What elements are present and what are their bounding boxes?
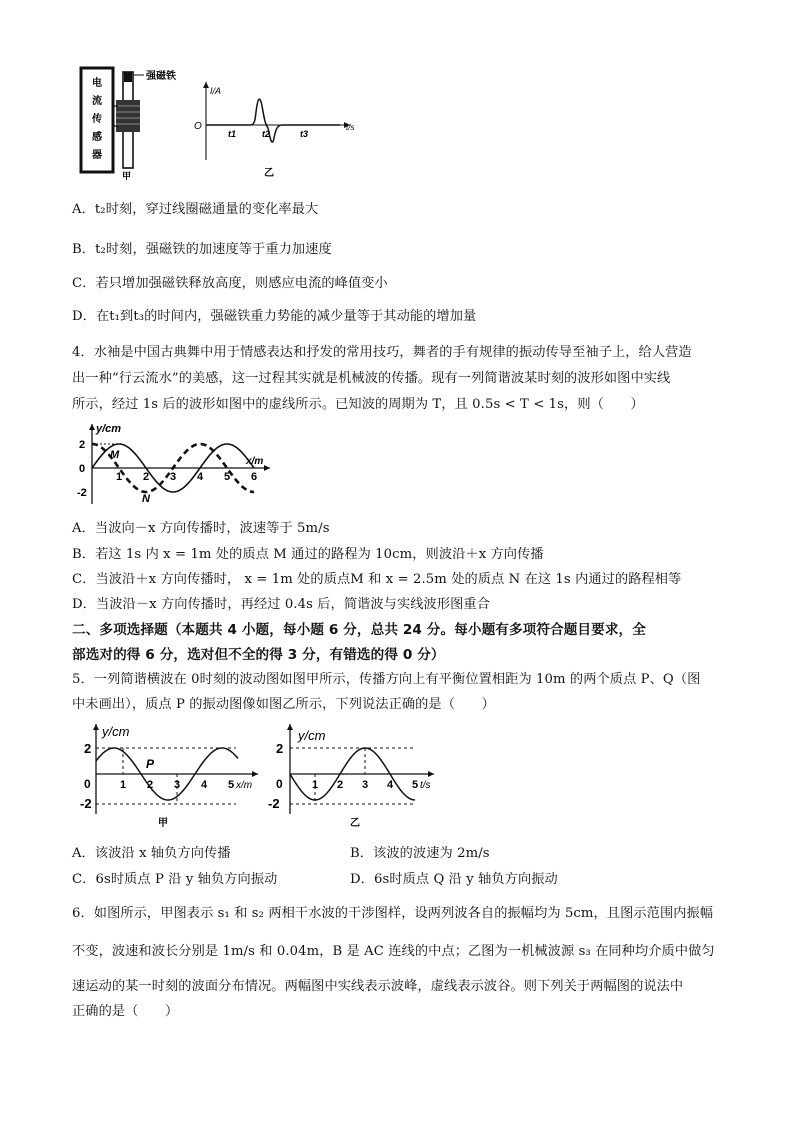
figure-q5-vibration-graph <box>264 718 440 830</box>
tick-label: 6 <box>251 471 258 483</box>
q4-point-n: N <box>142 493 150 505</box>
q5b-y-label: y/cm <box>298 728 326 743</box>
q3-option-d: D．在t₁到t₃的时间内，强磁铁重力势能的减少量等于其动能的增加量 <box>72 309 477 324</box>
figure-magnet-coil <box>78 62 368 182</box>
sensor-label-2: 流 <box>92 96 102 107</box>
current-curve <box>206 99 340 142</box>
apparatus-caption: 甲 <box>122 171 132 181</box>
graph-caption: 乙 <box>264 168 274 179</box>
q4-option-a: A．当波向－x 方向传播时，波速等于 5m/s <box>72 521 330 536</box>
q4-y-neg: -2 <box>77 487 87 499</box>
i-axis-label: I/A <box>210 86 222 96</box>
q5b-caption: 乙 <box>350 818 360 829</box>
coil <box>116 100 140 132</box>
q3-option-a: A．t₂时刻，穿过线圈磁通量的变化率最大 <box>72 202 319 217</box>
q6-stem-line1: 6．如图所示，甲图表示 s₁ 和 s₂ 两相干水波的干涉图样，设两列波各自的振幅均为 5cm，且图示范围内振幅 <box>72 906 714 921</box>
q3-option-b: B．t₂时刻，强磁铁的加速度等于重力加速度 <box>72 242 332 257</box>
tick-label: 5 <box>224 471 231 483</box>
q4-x-label: x/m <box>246 456 264 467</box>
tick-label: 3 <box>174 779 181 791</box>
q4-option-d: D．当波沿－x 方向传播时，再经过 0.4s 后，简谐波与实线波形图重合 <box>72 597 490 612</box>
q4-option-b: B．若这 1s 内 x = 1m 处的质点 M 通过的路程为 10cm，则波沿＋x 方向传播 <box>72 547 544 562</box>
q5b-y-neg: -2 <box>268 796 280 811</box>
q4-y-zero: 0 <box>79 463 86 475</box>
q5a-y-zero: 0 <box>84 777 91 791</box>
q6-stem-line2: 不变，波速和波长分别是 1m/s 和 0.04m，B 是 AC 连线的中点；乙图为一机械波源 s₃ 在同种均介质中做匀 <box>72 944 715 959</box>
q5a-point-p: P <box>146 757 155 771</box>
q4-option-c: C．当波沿＋x 方向传播时， x = 1m 处的质点M 和 x = 2.5m 处的质点 N 在这 1s 内通过的路程相等 <box>72 572 682 587</box>
q6-stem-line4: 正确的是（ ） <box>72 1004 179 1019</box>
sensor-label-5: 器 <box>92 150 102 161</box>
q6-stem-line3: 速运动的某一时刻的波面分布情况。两幅图中实线表示波峰，虚线表示波谷。则下列关于两幅图的说法中 <box>72 979 684 994</box>
origin-label: O <box>194 121 202 132</box>
t3-label: t3 <box>300 129 309 139</box>
tick-label: 2 <box>147 779 154 791</box>
q5b-x-label: t/s <box>420 780 431 791</box>
sensor-label-4: 感 <box>92 132 102 143</box>
q4-stem-line1: 4．水袖是中国古典舞中用于情感表达和抒发的常用技巧，舞者的手有规律的振动传导至袖子上，给人营造 <box>72 345 692 360</box>
tick-label: 3 <box>170 471 177 483</box>
magnet <box>124 72 132 82</box>
q4-stem-line3: 所示，经过 1s 后的波形如图中的虚线所示。已知波的周期为 T，且 0.5s < T < 1s，则（ ） <box>72 397 644 412</box>
tick-label: 2 <box>337 779 344 791</box>
q5a-y-label: y/cm <box>102 724 130 739</box>
tick-label: 1 <box>120 779 127 791</box>
t-axis-label: t/s <box>346 123 355 132</box>
figure-q4-waveform <box>74 418 274 510</box>
tick-label: 2 <box>143 471 150 483</box>
section2-heading-line1: 二、多项选择题（本题共 4 小题，每小题 6 分，总共 24 分。每小题有多项符合题目要求，全 <box>72 622 646 638</box>
tick-label: 4 <box>201 779 208 791</box>
tick-label: 1 <box>116 471 123 483</box>
figure-q5-wave-graph <box>76 718 262 830</box>
q3-option-c: C．若只增加强磁铁释放高度，则感应电流的峰值变小 <box>72 276 388 291</box>
q4-point-m: M <box>110 449 120 461</box>
q4-y-label: y/cm <box>96 423 122 435</box>
t1-label: t1 <box>228 129 237 139</box>
q4-stem-line2: 出一种“行云流水”的美感，这一过程其实就是机械波的传播。现有一列简谐波某时刻的波形如图中实线 <box>72 371 671 386</box>
q4-y-pos: 2 <box>79 439 86 451</box>
q5b-y-pos: 2 <box>276 741 284 756</box>
magnet-label: 强磁铁 <box>146 71 176 82</box>
tick-label: 5 <box>412 779 419 791</box>
sensor-label-3: 传 <box>92 114 102 125</box>
q5-option-b: B．该波的波速为 2m/s <box>350 846 490 861</box>
tick-label: 5 <box>228 779 235 791</box>
q5-option-c: C．6s时质点 P 沿 y 轴负方向振动 <box>72 872 278 887</box>
tick-label: 3 <box>362 779 369 791</box>
tick-label: 4 <box>197 471 204 483</box>
section2-heading-line2: 部选对的得 6 分，选对但不全的得 3 分，有错选的得 0 分） <box>72 647 445 663</box>
q5a-x-label: x/m <box>236 780 253 791</box>
q5-option-a: A．该波沿 x 轴负方向传播 <box>72 846 231 861</box>
q5-stem-line2: 中未画出），质点 P 的振动图像如图乙所示，下列说法正确的是（ ） <box>72 697 495 712</box>
q5-stem-line1: 5．一列简谐横波在 0时刻的波动图如图甲所示，传播方向上有平衡位置相距为 10m 的两个质点 P、Q（图 <box>72 672 701 687</box>
sensor-label-1: 电 <box>92 78 102 89</box>
q5a-y-pos: 2 <box>84 741 92 756</box>
tick-label: 1 <box>312 779 319 791</box>
q5-option-d: D．6s时质点 Q 沿 y 轴负方向振动 <box>350 872 558 887</box>
tick-label: 4 <box>387 779 394 791</box>
t2-label: t2 <box>262 129 271 139</box>
q5a-caption: 甲 <box>158 818 168 829</box>
q5a-y-neg: -2 <box>80 796 92 811</box>
q5b-y-zero: 0 <box>276 777 283 791</box>
